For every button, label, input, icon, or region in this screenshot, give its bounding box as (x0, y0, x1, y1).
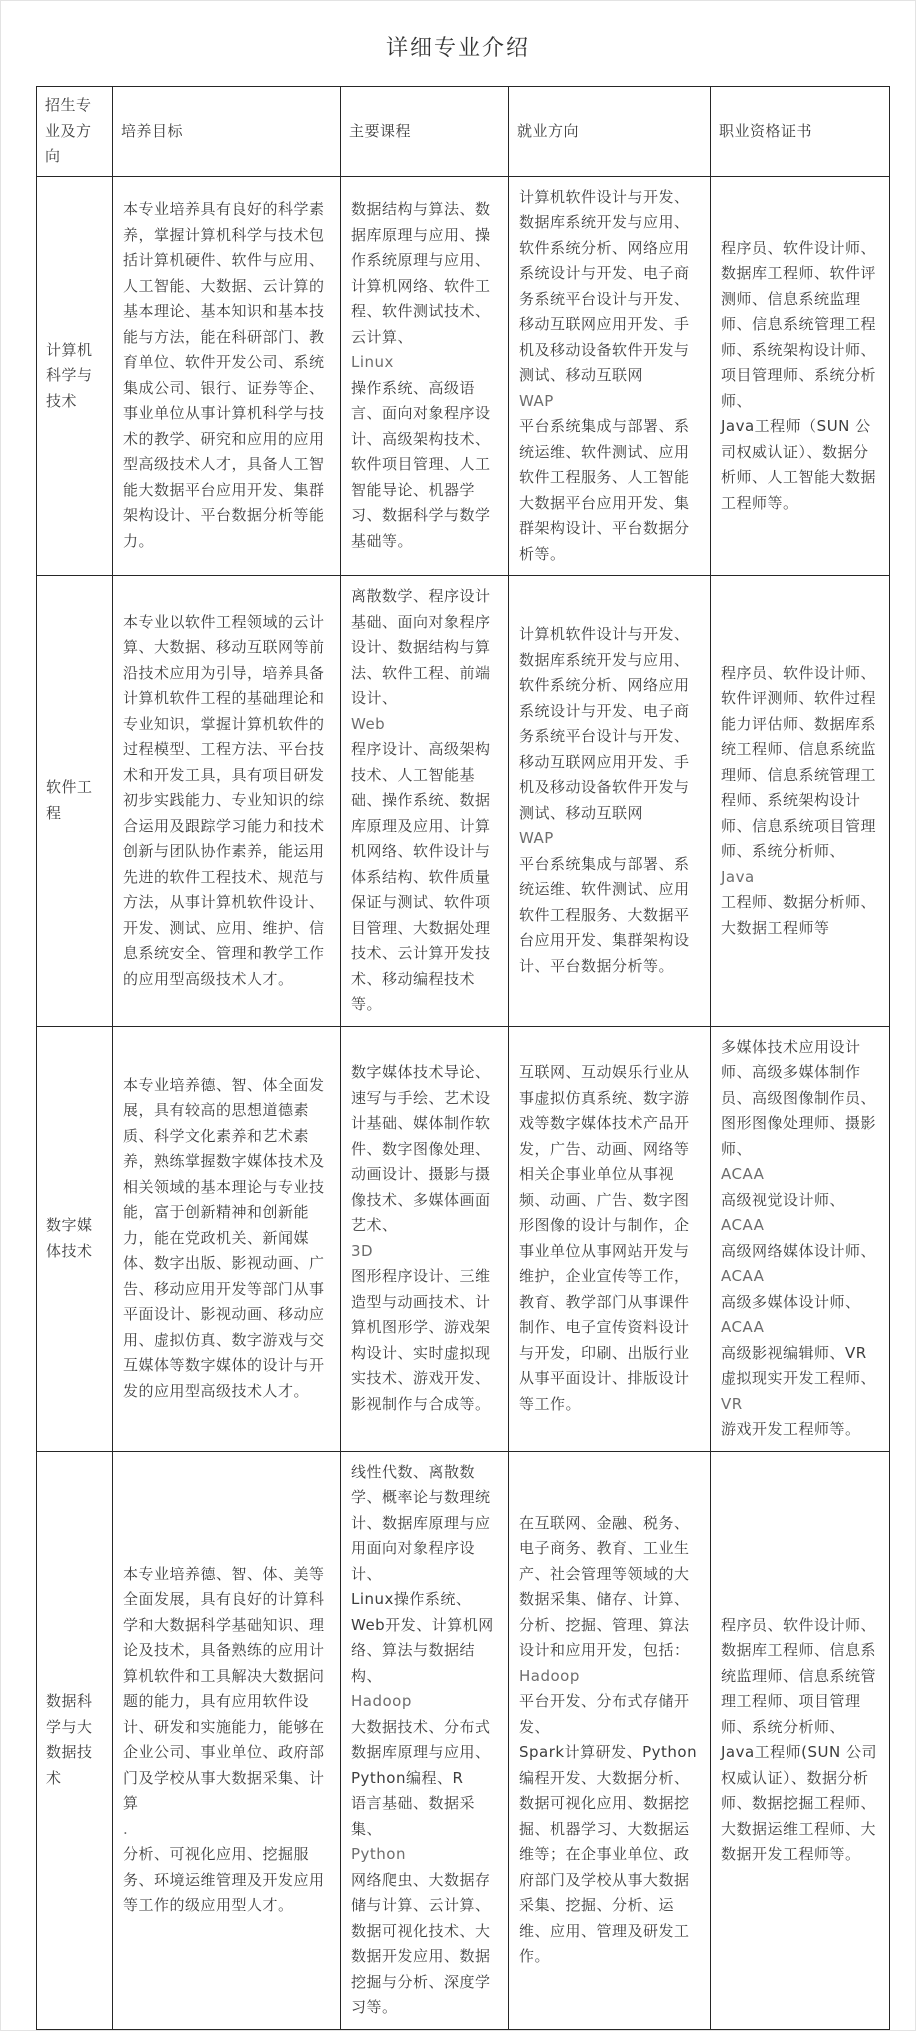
cell-paragraph: 操作系统、高级语言、面向对象程序设计、高级架构技术、软件项目管理、人工智能导论、机器学习、数据科学与数学基础等。 (351, 378, 491, 550)
employment-cell (509, 176, 711, 576)
objectives-cell (113, 176, 341, 576)
certificates-cell (711, 576, 890, 1027)
cell-paragraph: ACAA (721, 1216, 765, 1234)
cell-paragraph: 游戏开发工程师等。 (721, 1420, 861, 1438)
cell-paragraph: Python编程、R (351, 1768, 464, 1787)
cell-paragraph: 高级网络媒体设计师、 (721, 1241, 877, 1260)
cell-paragraph: 本专业培养德、智、体全面发展，具有较高的思想道德素质、科学文化素养和艺术素养，熟练掌握数字媒体技术及相关领域的基本理论与专业技能，富于创新精神和创新能力，能在党政机关、新闻媒体、数字出版、影视动画、广告、移动应用开发等部门从事平面设计、影视动画、移动应用、虚拟仿真、数字游戏与交互媒体等数字媒体的设计与开发的应用型高级技术人才。 (123, 1075, 325, 1400)
col-header-employment: 就业方向 (509, 87, 711, 177)
cell-paragraph: Hadoop (519, 1666, 580, 1685)
cell-paragraph: 平台开发、分布式存储开发、 (519, 1692, 690, 1736)
cell-paragraph: 程序员、软件设计师、数据库工程师、软件评测师、信息系统监理师、信息系统管理工程师、系统架构设计师、项目管理师、系统分析师、 (721, 238, 877, 410)
cell-paragraph: 平台系统集成与部署、系统运维、软件测试、应用软件工程服务、大数据平台应用开发、集群架构设计、平台数据分析等。 (519, 854, 690, 975)
employment-cell (509, 576, 711, 1027)
cell-paragraph: 多媒体技术应用设计师、高级多媒体制作员、高级图像制作员、图形图像处理师、摄影师、 (721, 1037, 877, 1158)
cell-paragraph: 高级多媒体设计师、 (721, 1292, 861, 1311)
cell-paragraph: Linux操作系统、Web开发、计算机网络、算法与数据结构、 (351, 1590, 494, 1685)
cell-paragraph: ACAA (721, 1318, 765, 1336)
cell-paragraph: 本专业培养具有良好的科学素养，掌握计算机科学与技术包括计算机硬件、软件与应用、人工智能、大数据、云计算的基本理论、基本知识和基本技能与方法，能在科研部门、教育单位、软件开发公司、系统集成公司、银行、证券等企、事业单位从事计算机科学与技术的教学、研究和应用的应用型高级技术人才，具备人工智能大数据平台应用开发、集群架构设计、平台数据分析等能力。 (123, 200, 325, 550)
col-header-courses: 主要课程 (341, 87, 509, 177)
page-title: 详细专业介绍 (385, 36, 530, 61)
cell-paragraph: Python (351, 1845, 406, 1863)
courses-cell (341, 1451, 509, 2029)
col-header-major: 招生专业及方向 (37, 87, 113, 177)
objectives-cell (113, 576, 341, 1027)
major-cell (37, 1026, 113, 1451)
cell-paragraph: 分析、可视化应用、挖掘服务、环境运维管理及开发应用等工作的级应用型人才。 (123, 1845, 325, 1914)
cell-paragraph: 线性代数、离散数学、概率论与数理统计、数据库原理与应用面向对象程序设计、 (351, 1462, 491, 1583)
cell-paragraph: 离散数学、程序设计基础、面向对象程序设计、数据结构与算法、软件工程、前端设计、 (351, 587, 491, 707)
courses-cell (341, 176, 509, 576)
cell-paragraph: Java工程师(SUN 公司权威认证）、数据分析师、数据挖掘工程师、大数据运维工程师、大数据开发工程师等。 (721, 1743, 878, 1863)
cell-paragraph: . (123, 1819, 129, 1838)
table-header-row (37, 87, 890, 177)
objectives-cell (113, 1026, 341, 1451)
cell-paragraph: 本专业以软件工程领域的云计算、大数据、移动互联网等前沿技术应用为引导，培养具备计算机软件工程的基础理论和专业知识，掌握计算机软件的过程模型、工程方法、平台技术和开发工具，具有项目研发初步实践能力、专业知识的综合运用及跟踪学习能力和技术创新与团队协作素养，能运用先进的软件工程技术、规范与方法，从事计算机软件设计、开发、测试、应用、维护、信息系统安全、管理和教学工作的应用型高级技术人才。 (123, 612, 325, 988)
cell-paragraph: 软件工程 (46, 778, 93, 822)
table-row (37, 176, 890, 576)
cell-paragraph: 程序设计、高级架构技术、人工智能基础、操作系统、数据库原理及应用、计算机网络、软件设计与体系结构、软件质量保证与测试、软件项目管理、大数据处理技术、云计算开发技术、移动编程技术等。 (351, 740, 491, 1013)
majors-table (36, 86, 890, 2030)
cell-paragraph: Hadoop (351, 1692, 412, 1710)
courses-cell (341, 1026, 509, 1451)
cell-paragraph: 数据科学与大数据技术 (46, 1692, 93, 1787)
cell-paragraph: 在互联网、金融、税务、电子商务、教育、工业生产、社会管理等领域的大数据采集、储存、计算、分析、挖掘、管理、算法设计和应用开发，包括： (519, 1513, 690, 1659)
cell-paragraph: Linux (351, 353, 394, 372)
cell-paragraph: 程序员、软件设计师、数据库工程师、信息系统监理师、信息系统管理工程师、项目管理师、系统分析师、 (721, 1615, 877, 1736)
employment-cell (509, 1451, 711, 2029)
cell-paragraph: Java (721, 867, 755, 886)
courses-cell (341, 576, 509, 1027)
cell-paragraph: WAP (519, 391, 554, 410)
cell-paragraph: 数字媒体技术导论、速写与手绘、艺术设计基础、媒体制作软件、数字图像处理、动画设计、摄影与摄像技术、多媒体画面艺术、 (351, 1063, 491, 1234)
cell-paragraph: Web (351, 714, 386, 733)
major-cell (37, 176, 113, 576)
cell-paragraph: ACAA (721, 1165, 765, 1183)
cell-paragraph: 互联网、互动娱乐行业从事虚拟仿真系统、数字游戏等数字媒体技术产品开发，广告、动画、网络等相关企事业单位从事视频、动画、广告、数字图形图像的设计与制作，企事业单位从事网站开发与维护，企业宣传等工作，教育、教学部门从事课件制作、电子宣传资料设计与开发，印刷、出版行业从事平面设计、排版设计等工作。 (519, 1063, 690, 1413)
cell-paragraph: 3D (351, 1241, 374, 1260)
certificates-cell (711, 176, 890, 576)
table-row (37, 1026, 890, 1451)
cell-paragraph: 大数据技术、分布式数据库原理与应用、 (351, 1717, 491, 1761)
table-row (37, 1451, 890, 2029)
cell-paragraph: 计算机科学与技术 (46, 340, 93, 410)
objectives-cell (113, 1451, 341, 2029)
col-header-certificates: 职业资格证书 (711, 87, 890, 177)
certificates-cell (711, 1451, 890, 2029)
cell-paragraph: 高级视觉设计师、 (721, 1190, 846, 1209)
cell-paragraph: 平台系统集成与部署、系统运维、软件测试、应用软件工程服务、人工智能大数据平台应用开发、集群架构设计、平台数据分析等。 (519, 417, 690, 563)
cell-paragraph: Java工程师（SUN 公司权威认证）、数据分析师、人工智能大数据工程师等。 (721, 417, 877, 512)
cell-paragraph: 计算机软件设计与开发、数据库系统开发与应用、软件系统分析、网络应用系统设计与开发、电子商务系统平台设计与开发、移动互联网应用开发、手机及移动设备软件开发与测试、移动互联网 (519, 625, 690, 822)
major-cell (37, 1451, 113, 2029)
cell-paragraph: 网络爬虫、大数据存储与计算、云计算、数据可视化技术、大数据开发应用、数据挖掘与分析、深度学习等。 (351, 1870, 491, 2016)
cell-paragraph: 工程师、数据分析师、大数据工程师等 (721, 893, 877, 937)
table-row (37, 576, 890, 1027)
table-body (37, 176, 890, 2029)
cell-paragraph: 语言基础、数据采集、 (351, 1794, 476, 1838)
certificates-cell (711, 1026, 890, 1451)
cell-paragraph: VR (721, 1394, 743, 1413)
cell-paragraph: Spark计算研发、Python编程开发、大数据分析、数据可视化应用、数据挖掘、机器学习、大数据运维等；在企事业单位、政府部门及学校从事大数据采集、挖掘、分析、运维、应用、管理及研发工作。 (519, 1743, 698, 1965)
cell-paragraph: 数据结构与算法、数据库原理与应用、操作系统原理与应用、计算机网络、软件工程、软件测试技术、云计算、 (351, 200, 491, 346)
major-cell (37, 576, 113, 1027)
cell-paragraph: 计算机软件设计与开发、数据库系统开发与应用、软件系统分析、网络应用系统设计与开发、电子商务系统平台设计与开发、移动互联网应用开发、手机及移动设备软件开发与测试、移动互联网 (519, 187, 690, 384)
cell-paragraph: 高级影视编辑师、VR虚拟现实开发工程师、 (721, 1343, 877, 1387)
cell-paragraph: 程序员、软件设计师、软件评测师、软件过程能力评估师、数据库系统工程师、信息系统监理师、信息系统管理工程师、系统架构设计师、信息系统项目管理师、系统分析师、 (721, 663, 877, 860)
employment-cell (509, 1026, 711, 1451)
cell-paragraph: WAP (519, 829, 554, 848)
cell-paragraph: 数字媒体技术 (46, 1216, 93, 1260)
col-header-objectives: 培养目标 (113, 87, 341, 177)
cell-paragraph: ACAA (721, 1267, 765, 1285)
cell-paragraph: 本专业培养德、智、体、美等全面发展，具有良好的计算科学和大数据科学基础知识、理论及技术，具备熟练的应用计算机软件和工具解决大数据问题的能力，具有应用软件设计、研发和实施能力，能够在企业公司、事业单位、政府部门及学校从事大数据采集、计算 (123, 1564, 325, 1812)
cell-paragraph: 图形程序设计、三维造型与动画技术、计算机图形学、游戏架构设计、实时虚拟现实技术、游戏开发、影视制作与合成等。 (351, 1267, 491, 1413)
